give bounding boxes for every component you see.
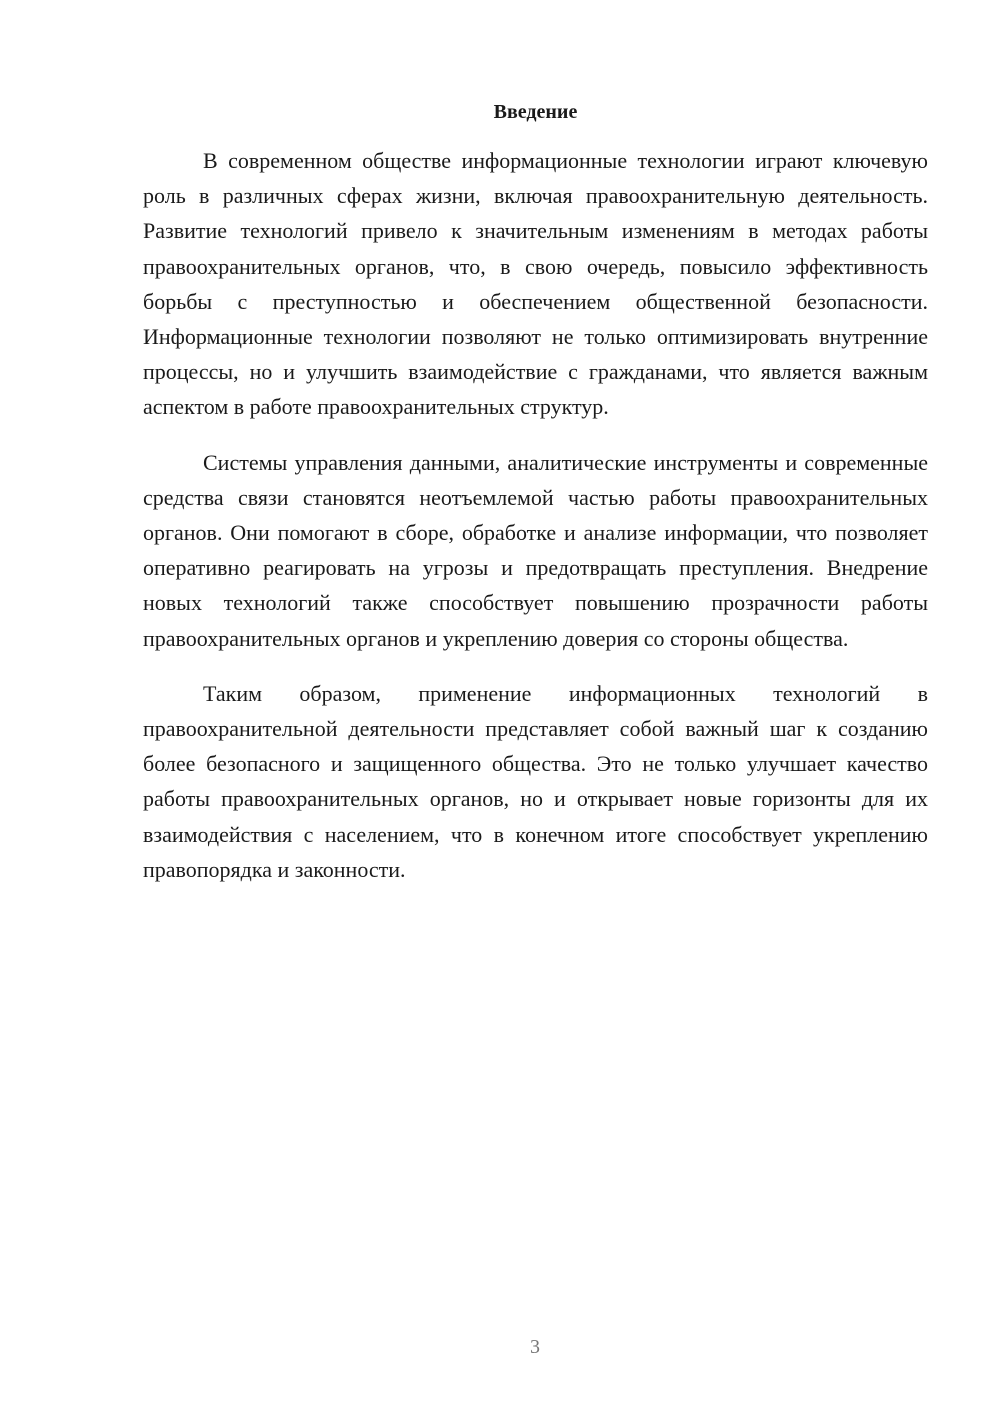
paragraph-2: Системы управления данными, аналитические инструменты и современные средства связи становятся неотъемлемой частью работы правоохранительных органов. Они помогают в сборе, обработке и анализе информации, что позволяет оперативно реагировать на угрозы и предотвращать преступления. Внедрение новых технологий также способствует повышению прозрачности работы правоохранительных органов и укреплению доверия со стороны общества. [143,449,928,651]
page-number: 3 [530,1336,540,1358]
section-heading: Введение [493,101,578,123]
body-text [143,143,928,907]
paragraph-1: В современном обществе информационные технологии играют ключевую роль в различных сферах жизни, включая правоохранительную деятельность. Развитие технологий привело к значительным изменениям в методах работы правоохранительных органов, что, в свою очередь, повысило эффективность борьбы с преступностью и обеспечением общественной безопасности. Информационные технологии позволяют не только оптимизировать внутренние процессы, но и улучшить взаимодействие с гражданами, что является важным аспектом в работе правоохранительных структур. [143,148,928,420]
paragraph-3: Таким образом, применение информационных технологий в правоохранительной деятельности представляет собой важный шаг к созданию более безопасного и защищенного общества. Это не только улучшает качество работы правоохранительных органов, но и открывает новые горизонты для их взаимодействия с населением, что в конечном итоге способствует укреплению правопорядка и законности. [143,680,928,882]
